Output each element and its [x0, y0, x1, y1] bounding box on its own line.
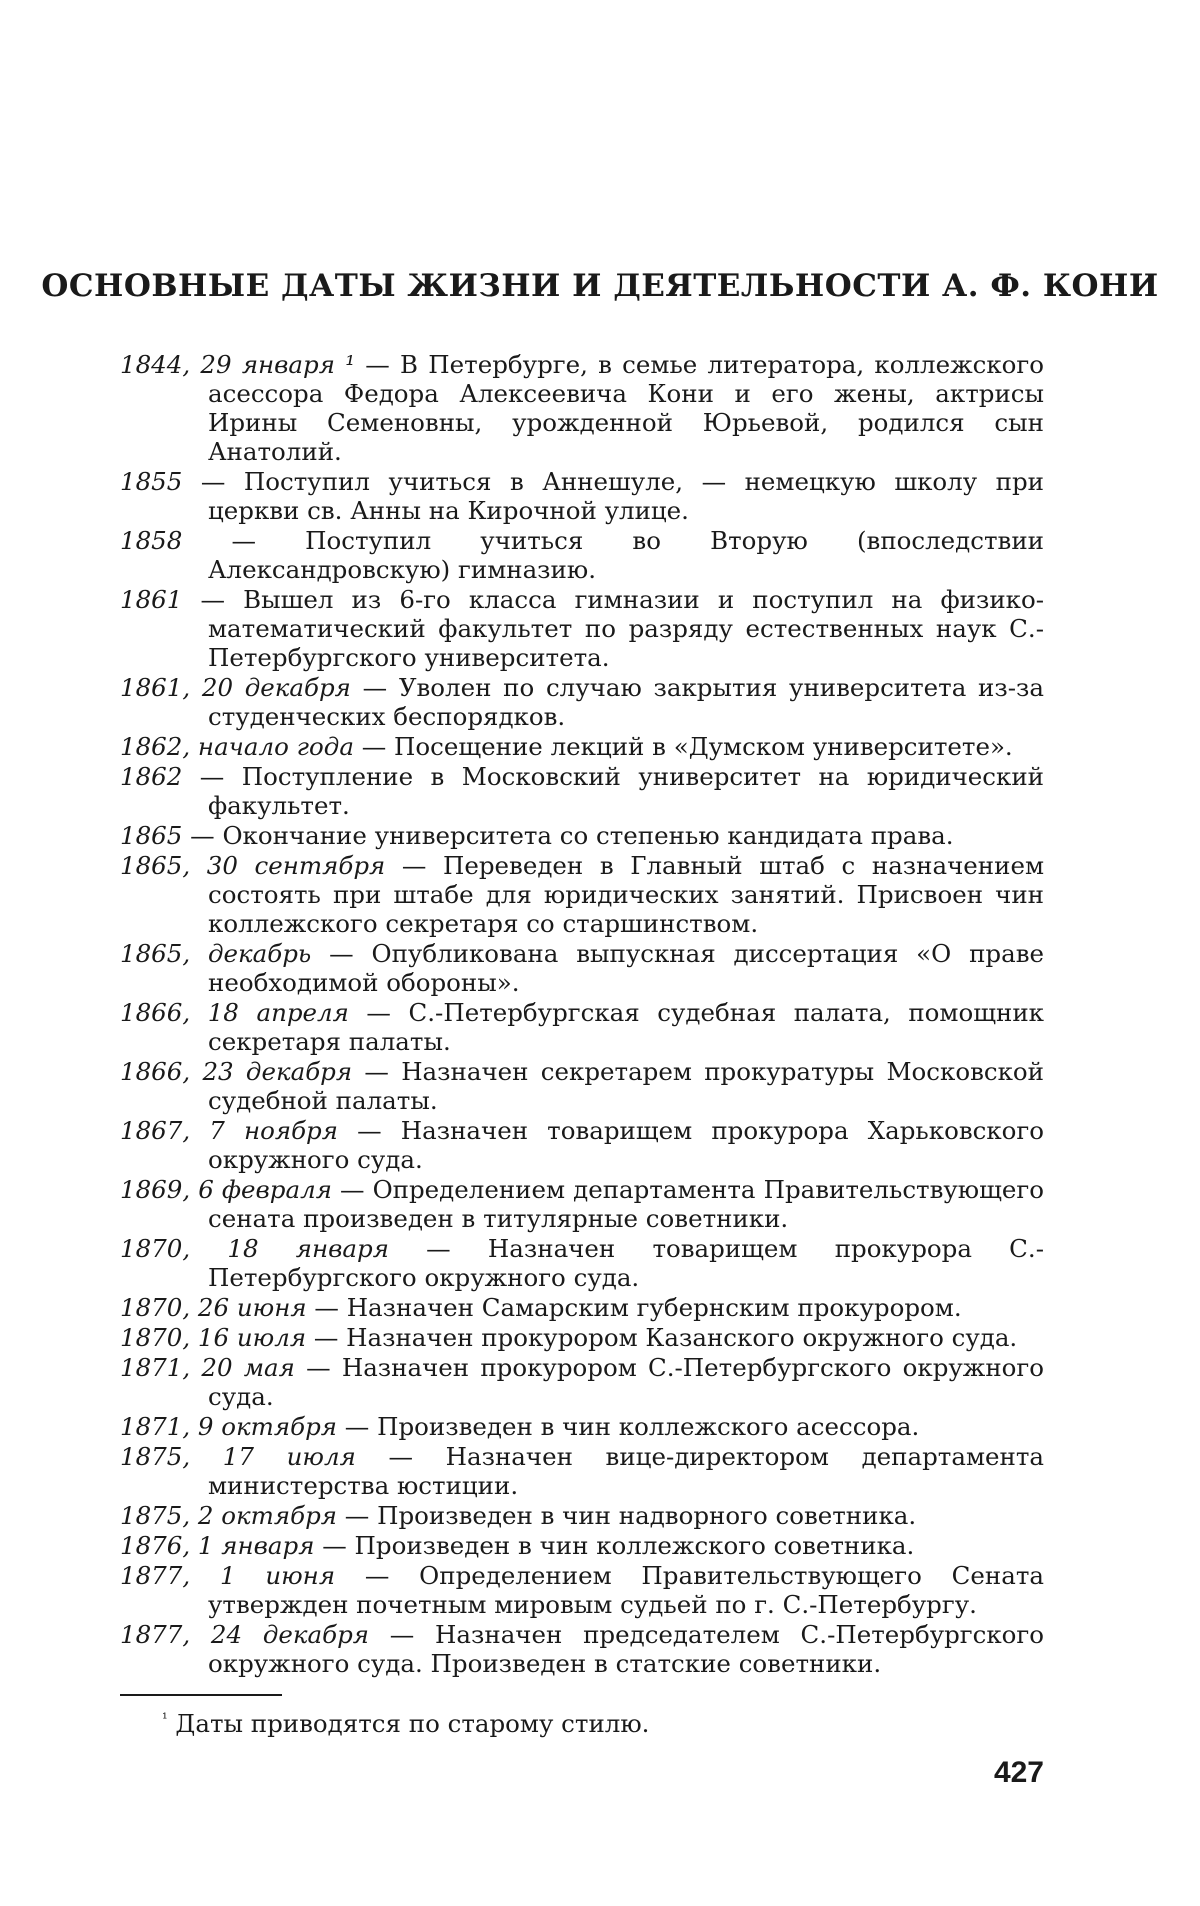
entry-date: 1865, 30 сентября	[120, 851, 386, 880]
entry-date: 1858	[120, 526, 183, 555]
footnote-text: Даты приводятся по старому стилю.	[175, 1709, 650, 1738]
chronology-entry: 1866, 23 декабря — Назначен секретарем прокуратуры Московской судебной палаты.	[120, 1057, 1044, 1115]
chronology-entry: 1871, 9 октября — Произведен в чин коллежского асессора.	[120, 1412, 920, 1441]
entry-date: 1876, 1 января	[120, 1531, 315, 1560]
entry-date: 1867, 7 ноября	[120, 1116, 338, 1145]
chronology-entry: 1869, 6 февраля — Определением департамента Правительствующего сената произведен в титулярные советники.	[120, 1175, 1045, 1233]
entry-date: 1866, 18 апреля	[120, 998, 349, 1027]
entry-text: Поступление в Московский университет на юридический факультет.	[208, 762, 1044, 820]
chronology-entry: 1871, 20 мая — Назначен прокурором С.-Петербургского окружного суда.	[120, 1353, 1045, 1411]
entry-date: 1862	[120, 762, 183, 791]
entry-date: 1870, 26 июня	[120, 1293, 307, 1322]
chronology-entry: 1877, 24 декабря — Назначен председателем С.-Петербургского окружного суда. Произведен в статские советники.	[120, 1620, 1045, 1678]
entry-text: Опубликована выпускная диссертация «О праве необходимой обороны».	[208, 939, 1045, 997]
entry-text: Произведен в чин коллежского советника.	[354, 1531, 915, 1560]
chronology-entry: 1870, 16 июля — Назначен прокурором Казанского окружного суда.	[120, 1323, 1018, 1352]
entry-text: Переведен в Главный штаб с назначением состоять при штабе для юридических занятий. Присвоен чин коллежского секретаря со старшинством.	[208, 851, 1045, 938]
footnote-mark: ¹	[162, 1710, 168, 1727]
entry-date: 1861	[120, 585, 183, 614]
chronology-entry: 1865, декабрь — Опубликована выпускная диссертация «О праве необходимой обороны».	[120, 939, 1045, 997]
entry-text: Произведен в чин надворного советника.	[377, 1501, 917, 1530]
entry-text: Назначен вице-директором департамента министерства юстиции.	[208, 1442, 1044, 1500]
entry-date: 1865, декабрь	[120, 939, 312, 968]
entry-text: Поступил учиться в Аннешуле, — немецкую школу при церкви св. Анны на Кирочной улице.	[208, 467, 1044, 525]
entry-text: Определением департамента Правительствующего сената произведен в титулярные советники.	[208, 1175, 1045, 1233]
chronology-entry: 1875, 2 октября — Произведен в чин надворного советника.	[120, 1501, 917, 1530]
chronology-entry: 1855 — Поступил учиться в Аннешуле, — немецкую школу при церкви св. Анны на Кирочной улице.	[120, 467, 1044, 525]
chronology-entry: 1862 — Поступление в Московский университет на юридический факультет.	[120, 762, 1044, 820]
chronology-entry: 1861 — Вышел из 6-го класса гимназии и поступил на физико-математический факультет по разряду естественных наук С.-Петербургского университета.	[120, 585, 1044, 672]
entry-date: 1866, 23 декабря	[120, 1057, 353, 1086]
chronology-entry: 1858 — Поступил учиться во Вторую (впоследствии Александровскую) гимназию.	[120, 526, 1044, 584]
entry-text: Поступил учиться во Вторую (впоследствии Александровскую) гимназию.	[208, 526, 1044, 584]
entry-date: 1871, 9 октября	[120, 1412, 337, 1441]
entry-text: Вышел из 6-го класса гимназии и поступил на физико-математический факультет по разряду естественных наук С.-Петербургского университета.	[208, 585, 1044, 672]
entry-text: Уволен по случаю закрытия университета из-за студенческих беспорядков.	[208, 673, 1044, 731]
entry-date: 1861, 20 декабря	[120, 673, 351, 702]
entry-text: Назначен прокурором Казанского окружного суда.	[346, 1323, 1018, 1352]
entry-text: Посещение лекций в «Думском университете».	[394, 732, 1013, 761]
chronology-entry: 1862, начало года — Посещение лекций в «Думском университете».	[120, 732, 1013, 761]
chronology-entry: 1875, 17 июля — Назначен вице-директором департамента министерства юстиции.	[120, 1442, 1044, 1500]
entry-date: 1844, 29 января ¹	[120, 350, 356, 379]
chronology-entry: 1865, 30 сентября — Переведен в Главный штаб с назначением состоять при штабе для юридических занятий. Присвоен чин коллежского секретаря со старшинством.	[120, 851, 1045, 938]
entry-date: 1870, 16 июля	[120, 1323, 307, 1352]
page-number: 427	[993, 1756, 1044, 1789]
entry-text: В Петербурге, в семье литератора, коллежского асессора Федора Алексеевича Кони и его жены, актрисы Ирины Семеновны, урожденной Юрьевой, родился сын Анатолий.	[208, 350, 1045, 466]
chronology-entry: 1844, 29 января ¹ — В Петербурге, в семье литератора, коллежского асессора Федора Алексеевича Кони и его жены, актрисы Ирины Семеновны, урожденной Юрьевой, родился сын Анатолий.	[120, 350, 1045, 466]
chronology-entry: 1870, 26 июня — Назначен Самарским губернским прокурором.	[120, 1293, 962, 1322]
entry-text: Назначен прокурором С.-Петербургского окружного суда.	[208, 1353, 1045, 1411]
footnote-divider	[120, 1694, 282, 1696]
entry-text: Окончание университета со степенью кандидата права.	[222, 821, 954, 850]
footnote	[162, 1709, 649, 1738]
entry-text: Назначен Самарским губернским прокурором.	[346, 1293, 962, 1322]
entry-text: С.-Петербургская судебная палата, помощник секретаря палаты.	[208, 998, 1044, 1056]
entry-text: Назначен товарищем прокурора С.-Петербургского окружного суда.	[208, 1234, 1044, 1292]
entry-date: 1875, 2 октября	[120, 1501, 337, 1530]
chronology-entry: 1877, 1 июня — Определением Правительствующего Сената утвержден почетным мировым судьей по г. С.-Петербургу.	[120, 1561, 1044, 1619]
page-title: ОСНОВНЫЕ ДАТЫ ЖИЗНИ И ДЕЯТЕЛЬНОСТИ А. Ф. КОНИ	[41, 268, 1159, 304]
entry-date: 1869, 6 февраля	[120, 1175, 332, 1204]
entry-date: 1871, 20 мая	[120, 1353, 295, 1382]
entry-date: 1875, 17 июля	[120, 1442, 356, 1471]
entry-date: 1877, 1 июня	[120, 1561, 336, 1590]
chronology-entry: 1876, 1 января — Произведен в чин коллежского советника.	[120, 1531, 915, 1560]
entry-text: Определением Правительствующего Сената утвержден почетным мировым судьей по г. С.-Петербургу.	[208, 1561, 1044, 1619]
entry-date: 1870, 18 января	[120, 1234, 389, 1263]
entry-date: 1855	[120, 467, 183, 496]
chronology-list	[120, 350, 1044, 1679]
chronology-entry: 1870, 18 января — Назначен товарищем прокурора С.-Петербургского окружного суда.	[120, 1234, 1044, 1292]
chronology-entry: 1866, 18 апреля — С.-Петербургская судебная палата, помощник секретаря палаты.	[120, 998, 1044, 1056]
entry-text: Назначен председателем С.-Петербургского окружного суда. Произведен в статские советники.	[208, 1620, 1045, 1678]
chronology-entry: 1867, 7 ноября — Назначен товарищем прокурора Харьковского окружного суда.	[120, 1116, 1044, 1174]
entry-text: Назначен товарищем прокурора Харьковского окружного суда.	[208, 1116, 1044, 1174]
entry-text: Произведен в чин коллежского асессора.	[377, 1412, 920, 1441]
entry-date: 1877, 24 декабря	[120, 1620, 369, 1649]
chronology-entry: 1865 — Окончание университета со степенью кандидата права.	[120, 821, 954, 850]
entry-date: 1865	[120, 821, 183, 850]
entry-date: 1862, начало года	[120, 732, 354, 761]
chronology-entry: 1861, 20 декабря — Уволен по случаю закрытия университета из-за студенческих беспорядков.	[120, 673, 1044, 731]
entry-text: Назначен секретарем прокуратуры Московской судебной палаты.	[208, 1057, 1044, 1115]
